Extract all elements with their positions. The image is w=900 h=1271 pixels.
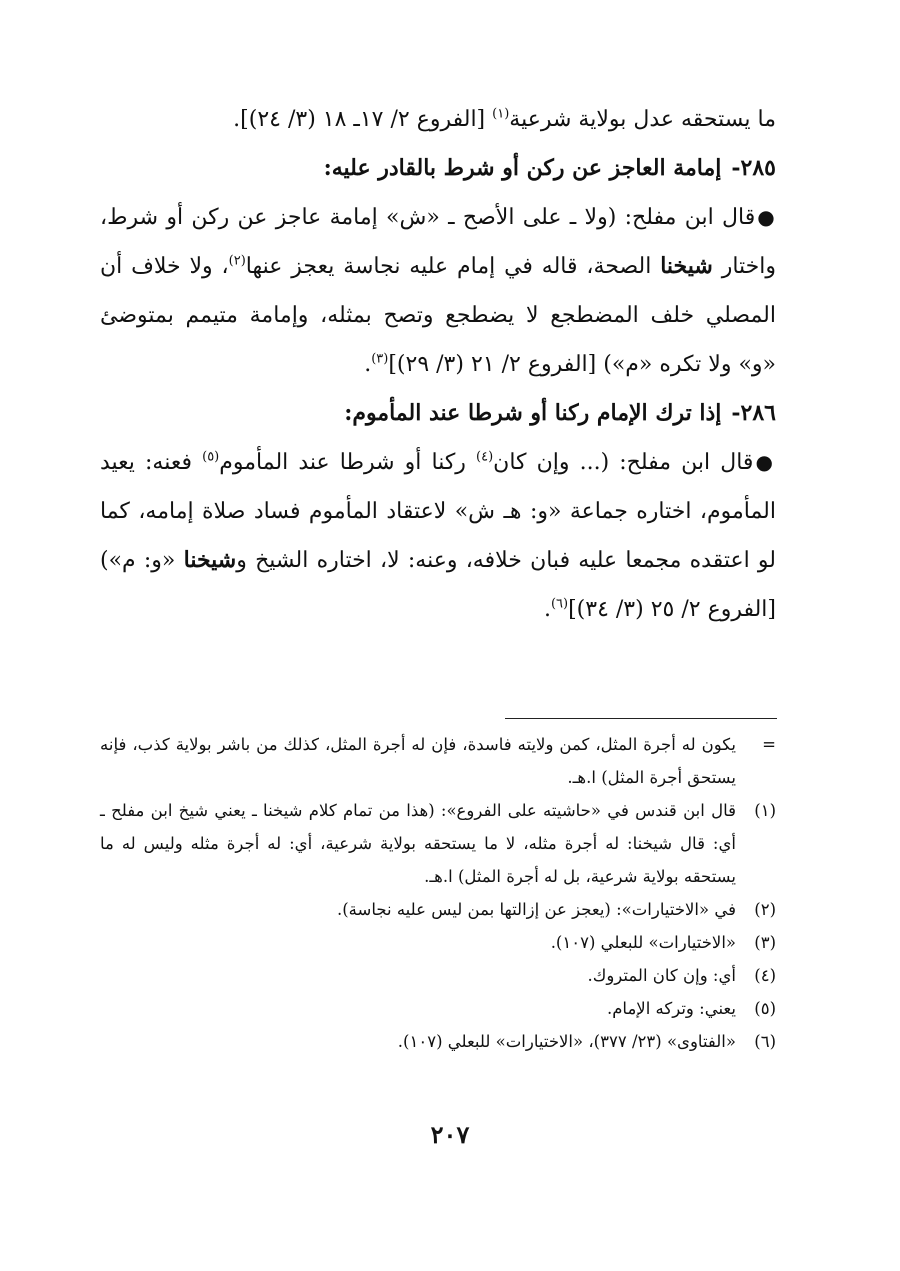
footnote-3: [100, 926, 776, 959]
footnote-text: قال ابن قندس في «حاشيته على الفروع»: (هذا من تمام كلام شيخنا ـ يعني شيخ ابن مفلح ـ أي: قال شيخنا: له أجرة مثله، لا ما يستحقه بولاية شرعية، أي: له أجرة مثله وليس له ما يستحقه بولاية شرعية، بل له أجرة المثل) ا.هـ.: [100, 801, 736, 886]
continuation-paragraph: [100, 95, 776, 144]
footnote-mark: (٣): [754, 933, 776, 952]
section-heading-285: [100, 144, 776, 193]
main-text: [100, 95, 776, 634]
section-title-285: إمامة العاجز عن ركن أو شرط بالقادر عليه:: [323, 155, 722, 181]
footnote-divider: [505, 718, 777, 719]
section-title-286: إذا ترك الإمام ركنا أو شرطا عند المأموم:: [344, 400, 722, 426]
paragraph-text: ، ولا خلاف أن المصلي خلف المضطجع لا يضطجع وتصح بمثله، وإمامة متيمم بمتوضئ «و» ولا تكره «م») [الفروع ٢/ ٢١ (٣/ ٢٩)]: [100, 254, 776, 377]
footnote-continuation: [100, 728, 776, 794]
paragraph-text: .: [364, 352, 372, 377]
section-heading-286: [100, 389, 776, 438]
footnote-mark: =: [762, 735, 776, 754]
footnote-ref-1[interactable]: (١): [492, 106, 510, 122]
footnote-ref-3[interactable]: (٣): [371, 351, 389, 367]
footnote-text: يكون له أجرة المثل، كمن ولايته فاسدة، فإن له أجرة المثل، كذلك من باشر بولاية كذب، فإنه يستحق أجرة المثل) ا.هـ.: [100, 735, 736, 787]
footnote-text: «الاختيارات» للبعلي (١٠٧).: [550, 933, 736, 952]
footnote-mark: (٤): [754, 966, 776, 985]
footnote-4: [100, 959, 776, 992]
footnote-ref-2[interactable]: (٢): [228, 253, 246, 269]
footnote-text: يعني: وتركه الإمام.: [606, 999, 736, 1018]
page-number: ٢٠٧: [430, 1120, 470, 1149]
footnote-5: [100, 992, 776, 1025]
footnote-mark: (٢): [754, 900, 776, 919]
section-number-286: ٢٨٦-: [731, 400, 776, 426]
paragraph-text: فعنه: يعيد المأموم، اختاره جماعة «و: هـ ش» لاعتقاد المأموم فساد صلاة إمامه، كما لو اعتقده مجمعا عليه فبان خلافه، وعنه: لا، اختاره الشيخ و: [100, 450, 776, 573]
section-number-285: ٢٨٥-: [731, 155, 776, 181]
continuation-source: [الفروع ٢/ ١٧ـ ١٨ (٣/ ٢٤)].: [233, 107, 493, 132]
section-paragraph-286: [100, 438, 776, 634]
footnote-text: في «الاختيارات»: (يعجز عن إزالتها بمن ليس عليه نجاسة).: [336, 900, 736, 919]
bold-term: شيخنا: [183, 547, 237, 573]
paragraph-text: .: [543, 597, 551, 622]
bold-term: شيخنا: [660, 253, 713, 279]
footnote-mark: (١): [754, 801, 776, 820]
paragraph-text: قال ابن مفلح: (ولا ـ على الأصح ـ «ش» إمامة عاجز عن ركن أو شرط، واختار: [100, 205, 777, 279]
footnote-text: «الفتاوى» (٢٣/ ٣٧٧)، «الاختيارات» للبعلي (١٠٧).: [397, 1032, 736, 1051]
footnote-mark: (٦): [754, 1032, 776, 1051]
footnote-ref-5[interactable]: (٥): [202, 449, 220, 465]
footnote-text: أي: وإن كان المتروك.: [587, 966, 736, 985]
paragraph-text: الصحة، قاله في إمام عليه نجاسة يعجز عنها: [245, 254, 661, 279]
footnote-2: [100, 893, 776, 926]
paragraph-text: «و: م») [الفروع ٢/ ٢٥ (٣/ ٣٤)]: [100, 548, 776, 622]
footnote-ref-6[interactable]: (٦): [550, 596, 569, 612]
footnote-ref-4[interactable]: (٤): [476, 449, 494, 465]
footnote-1: [100, 794, 776, 893]
paragraph-text: قال ابن مفلح: (... وإن كان: [493, 450, 754, 475]
footnote-mark: (٥): [754, 999, 776, 1018]
section-paragraph-285: [100, 193, 776, 389]
paragraph-text: ركنا أو شرطا عند المأموم: [219, 450, 477, 475]
bullet-icon: ●: [755, 450, 777, 474]
footnote-6: [100, 1025, 776, 1058]
bullet-icon: ●: [757, 205, 776, 229]
continuation-text: ما يستحقه عدل بولاية شرعية: [509, 107, 776, 132]
footnotes: [100, 728, 776, 1058]
